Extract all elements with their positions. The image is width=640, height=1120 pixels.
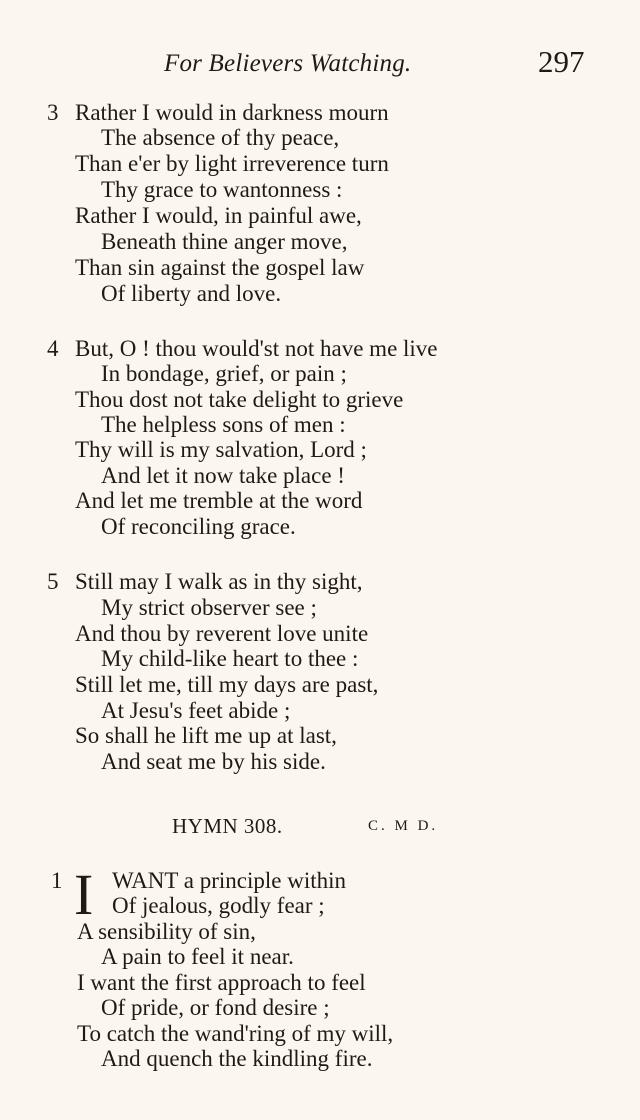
- verse-line: Rather I would in darkness mourn: [75, 100, 389, 125]
- hymn-heading: [0, 814, 640, 844]
- verse-line: Of liberty and love.: [101, 281, 282, 306]
- running-title: For Believers Watching.: [164, 50, 412, 77]
- verse-line: Than sin against the gospel law: [75, 255, 365, 280]
- verse-line: Beneath thine anger move,: [101, 229, 348, 254]
- verse-line: Thou dost not take delight to grieve: [75, 387, 404, 412]
- verse-line: So shall he lift me up at last,: [75, 723, 337, 748]
- verse-line: I want the first approach to feel: [77, 970, 366, 995]
- stanza-number: 4: [47, 336, 59, 361]
- verse-line: My child-like heart to thee :: [101, 646, 359, 671]
- verse-line: Thy will is my salvation, Lord ;: [75, 437, 367, 462]
- verse-line: WANT a principle within: [112, 868, 346, 893]
- verse-line: And seat me by his side.: [101, 749, 326, 774]
- verse-line: Thy grace to wantonness :: [101, 177, 343, 202]
- stanza-number: 1: [51, 868, 63, 893]
- hymn-title: HYMN 308.: [172, 814, 283, 838]
- page-number: 297: [538, 44, 585, 79]
- hymn-meter: C. M D.: [368, 818, 439, 834]
- verse-line: A sensibility of sin,: [77, 919, 256, 944]
- stanza-number: 5: [47, 569, 59, 594]
- verse-line: Of pride, or fond desire ;: [101, 995, 330, 1020]
- verse-line: And quench the kindling fire.: [101, 1046, 373, 1071]
- verse-line: But, O ! thou would'st not have me live: [75, 336, 438, 361]
- verse-line: The helpless sons of men :: [101, 412, 346, 437]
- verse-line: And thou by reverent love unite: [75, 621, 369, 646]
- verse-line: In bondage, grief, or pain ;: [101, 361, 347, 386]
- verse-line: A pain to feel it near.: [101, 944, 294, 969]
- verse-line: Of jealous, godly fear ;: [112, 893, 325, 918]
- stanza-number: 3: [47, 100, 59, 125]
- verse-line: To catch the wand'ring of my will,: [77, 1021, 394, 1046]
- verse-line: Still let me, till my days are past,: [75, 672, 379, 697]
- verse-line: And let me tremble at the word: [75, 488, 363, 513]
- verse-line: My strict observer see ;: [101, 595, 317, 620]
- page-header: [0, 44, 640, 84]
- verse-line: And let it now take place !: [101, 463, 345, 488]
- verse-line: Rather I would, in painful awe,: [75, 203, 362, 228]
- verse-line: Still may I walk as in thy sight,: [75, 569, 363, 594]
- drop-cap: I: [74, 862, 94, 927]
- verse-line: The absence of thy peace,: [101, 125, 340, 150]
- verse-line: Of reconciling grace.: [101, 514, 296, 539]
- verse-line: At Jesu's feet abide ;: [101, 698, 291, 723]
- verse-line: Than e'er by light irreverence turn: [75, 151, 389, 176]
